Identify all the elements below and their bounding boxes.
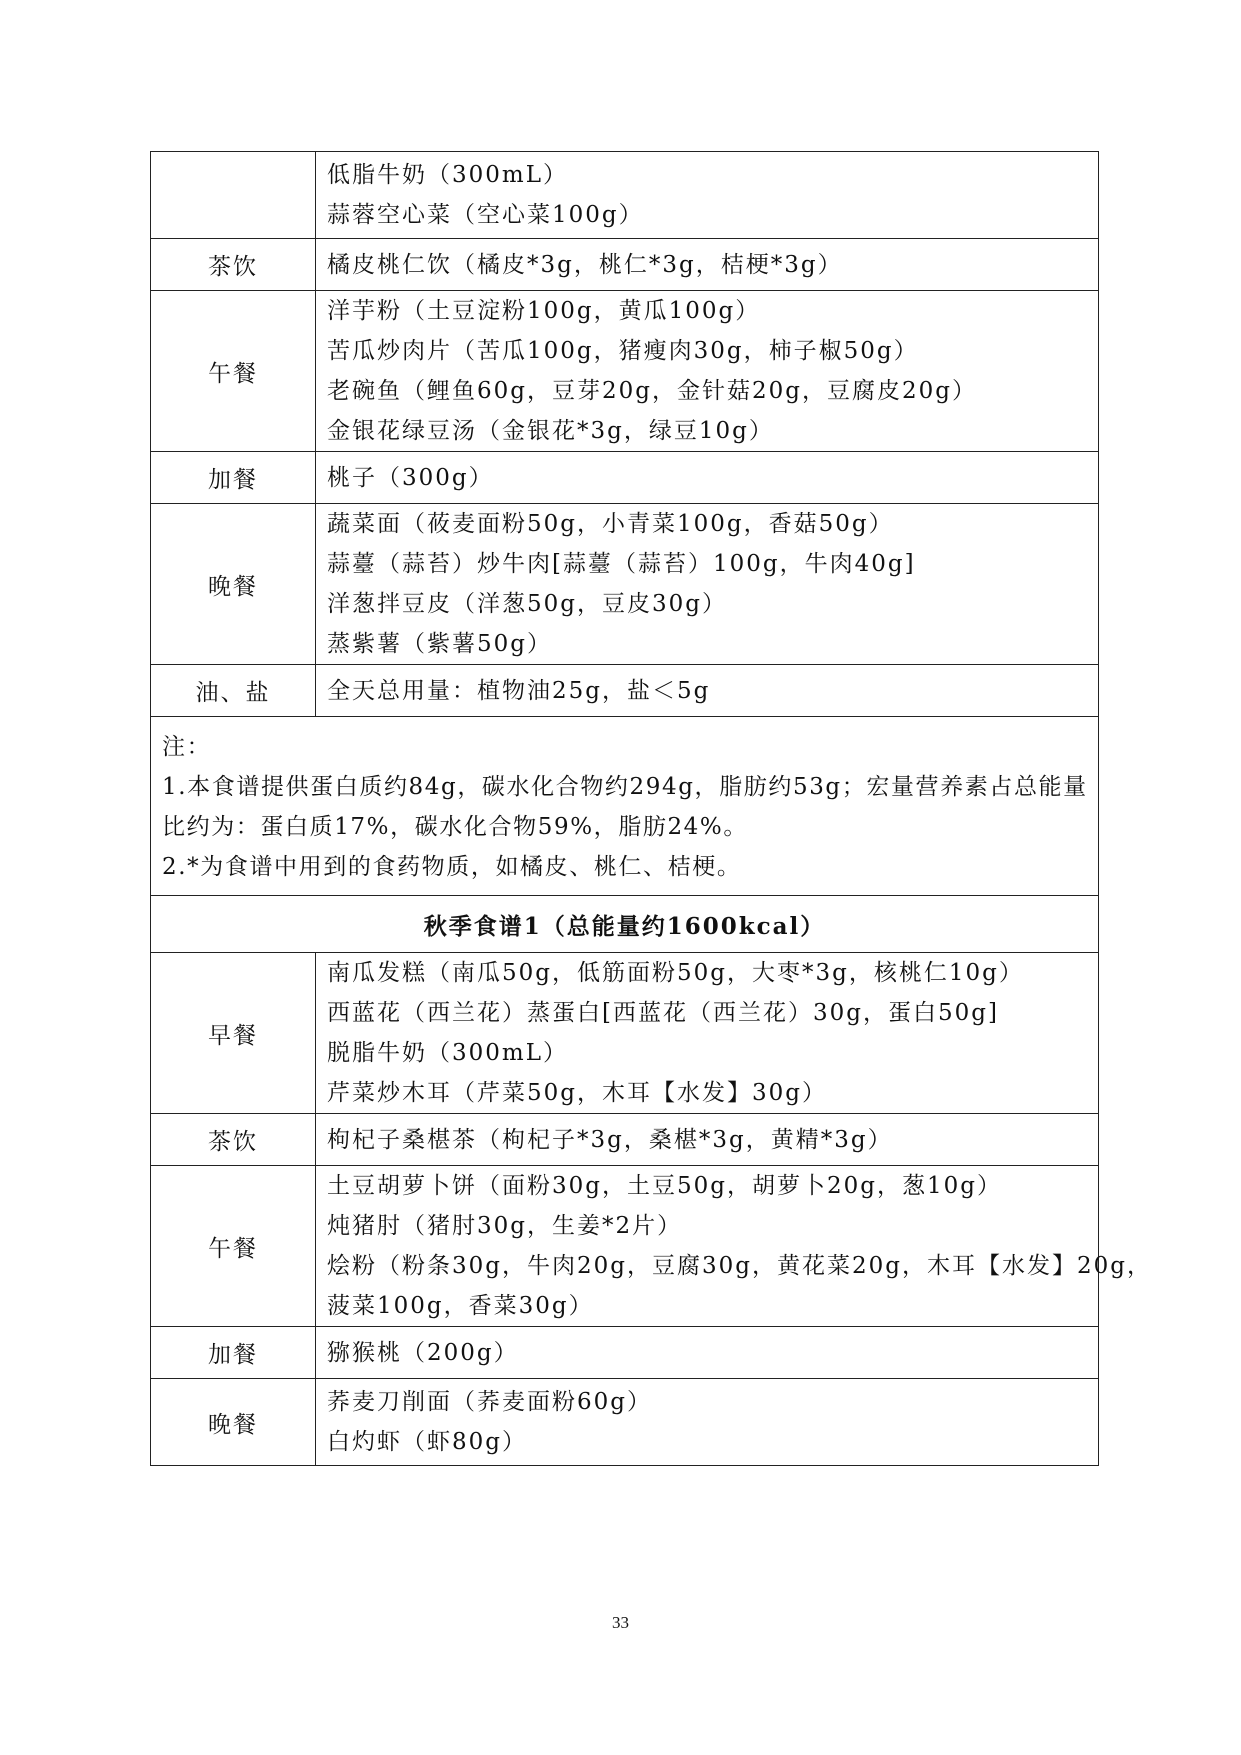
meal-label: 午餐: [151, 291, 316, 452]
meal-item-line: 橘皮桃仁饮（橘皮*3g，桃仁*3g，桔梗*3g）: [327, 251, 843, 278]
section-title: 秋季食谱1（总能量约1600kcal）: [151, 896, 1099, 953]
meal-item-line: 菠菜100g，香菜30g）: [327, 1293, 594, 1319]
meal-items: [316, 152, 1099, 239]
meal-item-line: 蒜薹（蒜苔）炒牛肉[蒜薹（蒜苔）100g，牛肉40g]: [327, 551, 916, 577]
meal-label: 加餐: [151, 1327, 316, 1379]
recipe-table-body: [151, 152, 1152, 1466]
table-row: [151, 152, 1099, 239]
meal-items: [316, 452, 1099, 504]
meal-item-line: 脱脂牛奶（300mL）: [327, 1040, 568, 1066]
note-heading: 注：: [162, 734, 212, 760]
meal-label: 茶饮: [151, 1114, 316, 1166]
table-row: [151, 1327, 1099, 1379]
meal-item-line: 苦瓜炒肉片（苦瓜100g，猪瘦肉30g，柿子椒50g）: [327, 338, 919, 364]
meal-item-line: 洋葱拌豆皮（洋葱50g，豆皮30g）: [327, 591, 727, 617]
meal-item-line: 洋芋粉（土豆淀粉100g，黄瓜100g）: [327, 298, 761, 324]
meal-items: [316, 504, 1099, 665]
meal-item-line: 西蓝花（西兰花）蒸蛋白[西蓝花（西兰花）30g，蛋白50g]: [327, 1000, 999, 1026]
table-row: [151, 953, 1099, 1114]
meal-items: [316, 1327, 1099, 1379]
meal-item-line: 蒜蓉空心菜（空心菜100g）: [327, 202, 644, 228]
meal-item-line: 土豆胡萝卜饼（面粉30g，土豆50g，胡萝卜20g，葱10g）: [327, 1173, 1002, 1199]
meal-items: [316, 291, 1099, 452]
meal-label: 晚餐: [151, 1379, 316, 1466]
meal-items: [316, 665, 1099, 717]
meal-items: [316, 953, 1099, 1114]
table-row: [151, 665, 1099, 717]
meal-items: [316, 239, 1099, 291]
meal-label: 茶饮: [151, 239, 316, 291]
meal-item-line: 老碗鱼（鲤鱼60g，豆芽20g，金针菇20g，豆腐皮20g）: [327, 378, 977, 404]
meal-item-line: 荞麦刀削面（荞麦面粉60g）: [327, 1389, 652, 1415]
page-number: 33: [612, 1613, 629, 1632]
table-row: [151, 1379, 1099, 1466]
table-row: [151, 239, 1099, 291]
meal-item-line: 蒸紫薯（紫薯50g）: [327, 631, 552, 657]
note-cell: [151, 717, 1099, 896]
meal-item-line: 芹菜炒木耳（芹菜50g，木耳【水发】30g）: [327, 1080, 827, 1106]
meal-item-line: 低脂牛奶（300mL）: [327, 162, 568, 188]
table-row: [151, 452, 1099, 504]
meal-item-line: 炖猪肘（猪肘30g，生姜*2片）: [327, 1213, 683, 1239]
meal-label: 早餐: [151, 953, 316, 1114]
meal-label: [151, 152, 316, 239]
section-title-row: [151, 896, 1099, 953]
meal-label: 加餐: [151, 452, 316, 504]
meal-items: [316, 1114, 1099, 1166]
note-line: 比约为：蛋白质17%，碳水化合物59%，脂肪24%。: [162, 814, 748, 840]
meal-items: [316, 1379, 1099, 1466]
meal-item-line: 烩粉（粉条30g，牛肉20g，豆腐30g，黄花菜20g，木耳【水发】20g，: [327, 1253, 1152, 1279]
meal-item-line: 蔬菜面（莜麦面粉50g，小青菜100g，香菇50g）: [327, 511, 894, 537]
meal-item-line: 枸杞子桑椹茶（枸杞子*3g，桑椹*3g，黄精*3g）: [327, 1126, 893, 1153]
meal-item-line: 南瓜发糕（南瓜50g，低筋面粉50g，大枣*3g，核桃仁10g）: [327, 960, 1024, 986]
meal-item-line: 桃子（300g）: [327, 464, 494, 491]
table-row: [151, 291, 1099, 452]
note-line: 1.本食谱提供蛋白质约84g，碳水化合物约294g，脂肪约53g；宏量营养素占总能量: [162, 774, 1088, 800]
meal-item-line: 金银花绿豆汤（金银花*3g，绿豆10g）: [327, 418, 774, 444]
table-row: [151, 1114, 1099, 1166]
meal-label: 午餐: [151, 1166, 316, 1327]
meal-label: 晚餐: [151, 504, 316, 665]
meal-item-line: 白灼虾（虾80g）: [327, 1429, 527, 1455]
table-row: [151, 504, 1099, 665]
recipe-table: [150, 151, 1152, 1466]
meal-items: [316, 1166, 1152, 1327]
note-line: 2.*为食谱中用到的食药物质，如橘皮、桃仁、桔梗。: [162, 854, 742, 880]
note-row: [151, 717, 1099, 896]
meal-label: 油、盐: [151, 665, 316, 717]
meal-item-line: 猕猴桃（200g）: [327, 1339, 519, 1366]
table-row: [151, 1166, 1099, 1327]
meal-item-line: 全天总用量：植物油25g，盐＜5g: [327, 677, 711, 704]
